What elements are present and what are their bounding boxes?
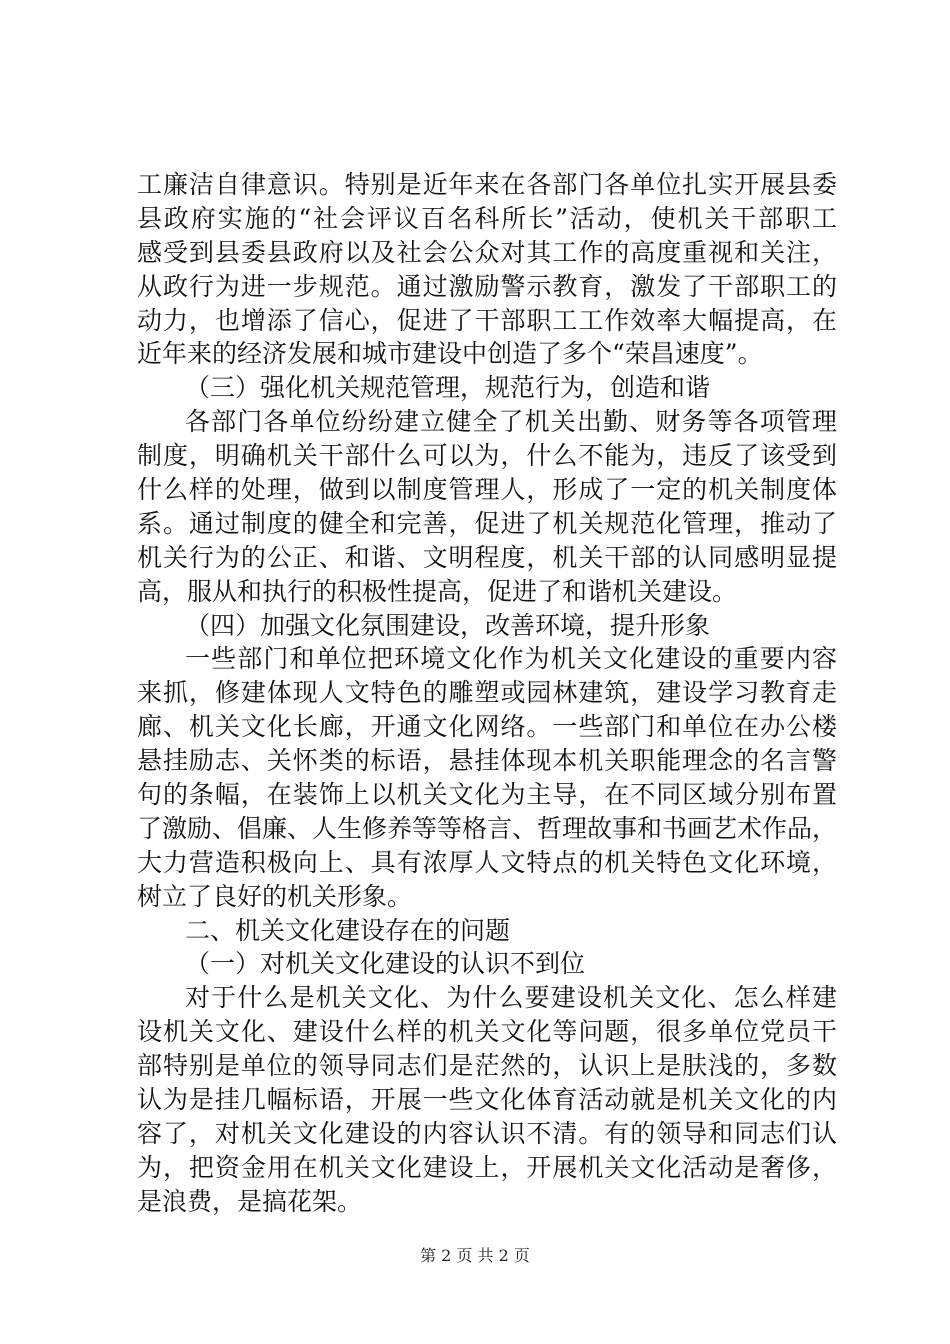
text-line: （三）强化机关规范管理，规范行为，创造和谐 [185, 373, 711, 403]
text-line: 近年来的经济发展和城市建设中创造了多个“荣昌速度”。 [137, 339, 763, 369]
paragraph [137, 168, 837, 371]
text-line: 容了，对机关文化建设的内容认识不清。有的领导和同志们认 [137, 1118, 837, 1148]
text-line: 工廉洁自律意识。特别是近年来在各部门各单位扎实开展县委 [137, 170, 837, 199]
text-line: 制度，明确机关干部什么可以为，什么不能为，违反了该受到 [137, 441, 837, 471]
text-line: 什么样的处理，做到以制度管理人，形成了一定的机关制度体 [137, 475, 837, 505]
text-line: 感受到县委县政府以及社会公众对其工作的高度重视和关注， [137, 237, 837, 267]
paragraph [137, 981, 837, 1218]
section-heading [137, 914, 837, 948]
text-line: （四）加强文化氛围建设，改善环境，提升形象 [185, 610, 711, 640]
text-line: 动力，也增添了信心，促进了干部职工工作效率大幅提高，在 [137, 305, 837, 335]
text-line: 各部门各单位纷纷建立健全了机关出勤、财务等各项管理 [185, 407, 837, 437]
paragraph [137, 642, 837, 913]
text-line: 廊、机关文化长廊，开通文化网络。一些部门和单位在办公楼 [137, 712, 837, 742]
text-line: 来抓，修建体现人文特色的雕塑或园林建筑，建设学习教育走 [137, 678, 837, 708]
text-line: 机关行为的公正、和谐、文明程度，机关干部的认同感明显提 [137, 542, 837, 572]
text-line: 大力营造积极向上、具有浓厚人文特点的机关特色文化环境， [137, 847, 837, 877]
section-heading [137, 609, 837, 643]
section-heading [137, 947, 837, 981]
text-line: 县政府实施的“社会评议百名科所长”活动，使机关干部职工 [137, 203, 837, 233]
text-line: 二、机关文化建设存在的问题 [185, 915, 511, 945]
text-line: 从政行为进一步规范。通过激励警示教育，激发了干部职工的 [137, 271, 837, 301]
text-line: （一）对机关文化建设的认识不到位 [185, 949, 586, 979]
document-body [137, 168, 837, 1219]
text-line: 设机关文化、建设什么样的机关文化等问题，很多单位党员干 [137, 1017, 837, 1047]
text-line: 为，把资金用在机关文化建设上，开展机关文化活动是奢侈， [137, 1152, 837, 1182]
text-line: 部特别是单位的领导同志们是茫然的，认识上是肤浅的，多数 [137, 1051, 837, 1081]
text-line: 系。通过制度的健全和完善，促进了机关规范化管理，推动了 [137, 508, 837, 538]
page-footer: 第 2 页 共 2 页 [420, 1246, 530, 1265]
paragraph [137, 405, 837, 608]
text-line: 句的条幅，在装饰上以机关文化为主导，在不同区域分别布置 [137, 780, 837, 810]
text-line: 了激励、倡廉、人生修养等等格言、哲理故事和书画艺术作品， [137, 813, 838, 843]
text-line: 是浪费，是搞花架。 [137, 1186, 363, 1216]
text-line: 高，服从和执行的积极性提高，促进了和谐机关建设。 [137, 576, 738, 606]
text-line: 一些部门和单位把环境文化作为机关文化建设的重要内容 [185, 644, 837, 674]
text-line: 悬挂励志、关怀类的标语，悬挂体现本机关职能理念的名言警 [137, 746, 837, 776]
text-line: 树立了良好的机关形象。 [137, 881, 413, 911]
section-heading [137, 371, 837, 405]
text-line: 认为是挂几幅标语，开展一些文化体育活动就是机关文化的内 [137, 1085, 837, 1115]
text-line: 对于什么是机关文化、为什么要建设机关文化、怎么样建 [185, 983, 837, 1013]
